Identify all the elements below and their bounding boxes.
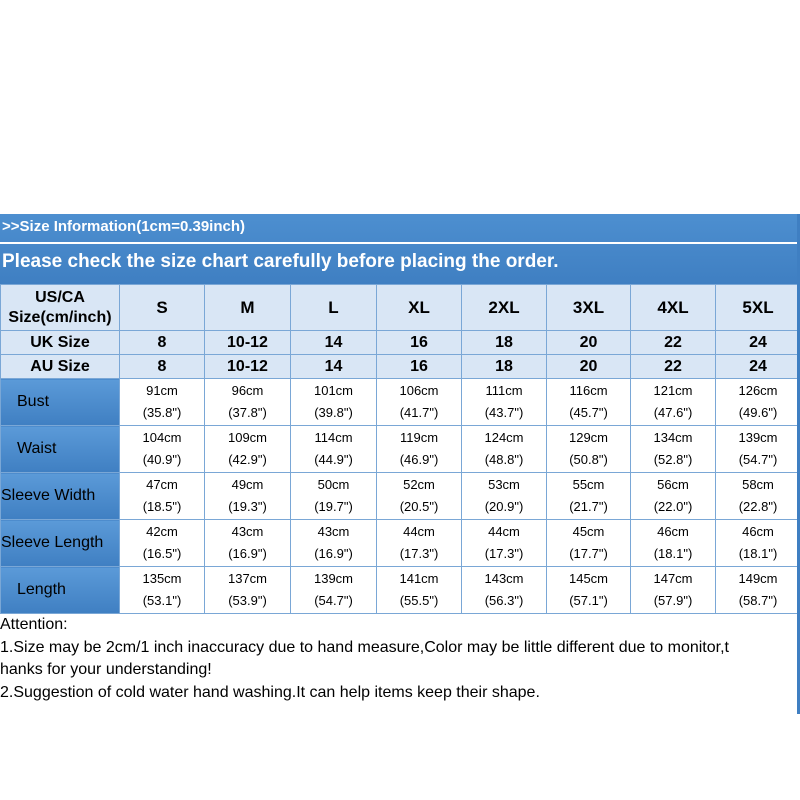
sleeve-length-inch-value: (16.5") bbox=[142, 546, 182, 561]
bust-cell-l bbox=[291, 379, 377, 426]
sleeve-width-row bbox=[1, 473, 800, 520]
attention-heading: Attention: bbox=[0, 616, 68, 633]
bust-cell-2xl bbox=[462, 379, 547, 426]
sleeve-width-cm-value: 47cm bbox=[146, 477, 178, 492]
waist-cell-2xl bbox=[462, 426, 547, 473]
au-size-l: 14 bbox=[291, 355, 377, 379]
bust-row bbox=[1, 379, 800, 426]
sleeve-length-label: Sleeve Length bbox=[1, 534, 104, 551]
au-size-2xl: 18 bbox=[462, 355, 547, 379]
sleeve-length-label-cell bbox=[1, 520, 120, 567]
size-header-l: L bbox=[291, 285, 377, 331]
bust-cm-value: 126cm bbox=[738, 383, 778, 398]
bust-cell-s bbox=[120, 379, 205, 426]
bust-inch-value: (39.8") bbox=[314, 405, 353, 420]
waist-cm-value: 139cm bbox=[738, 430, 778, 445]
waist-inch-value: (54.7") bbox=[738, 452, 778, 467]
sleeve-width-label: Sleeve Width bbox=[1, 487, 96, 504]
length-cell-xl bbox=[377, 567, 462, 614]
length-cm-value: 139cm bbox=[313, 571, 354, 586]
bust-label: Bust bbox=[17, 393, 50, 410]
length-inch-value: (55.5") bbox=[399, 593, 439, 608]
au-size-m: 10-12 bbox=[205, 355, 291, 379]
length-inch-value: (54.7") bbox=[314, 593, 353, 608]
bust-cm-value: 111cm bbox=[485, 383, 523, 398]
bust-cell-m bbox=[205, 379, 291, 426]
waist-cell-m bbox=[205, 426, 291, 473]
sleeve-width-inch-value: (22.0") bbox=[653, 499, 693, 514]
sleeve-width-cell-3xl bbox=[547, 473, 631, 520]
waist-cm-value: 119cm bbox=[399, 430, 439, 445]
length-cm-value: 145cm bbox=[568, 571, 609, 586]
sleeve-length-row bbox=[1, 520, 800, 567]
sleeve-width-cm-value: 53cm bbox=[488, 477, 520, 492]
waist-inch-value: (46.9") bbox=[399, 452, 439, 467]
uk-size-3xl: 20 bbox=[547, 331, 631, 355]
au-size-xl: 16 bbox=[377, 355, 462, 379]
length-inch-value: (57.1") bbox=[569, 593, 608, 608]
waist-cell-l bbox=[291, 426, 377, 473]
sleeve-length-cm-value: 44cm bbox=[403, 524, 435, 539]
length-cm-value: 147cm bbox=[653, 571, 693, 586]
sleeve-width-cm-value: 52cm bbox=[403, 477, 435, 492]
size-header-m: M bbox=[205, 285, 291, 331]
length-cm-value: 135cm bbox=[142, 571, 182, 586]
banner-divider bbox=[0, 242, 800, 244]
bust-cm-value: 106cm bbox=[399, 383, 439, 398]
sleeve-length-cm-value: 43cm bbox=[317, 524, 350, 539]
waist-cell-5xl bbox=[716, 426, 800, 473]
header-row bbox=[1, 285, 800, 331]
sleeve-width-cm-value: 50cm bbox=[317, 477, 350, 492]
au-size-label: AU Size bbox=[1, 355, 120, 379]
sleeve-length-inch-value: (16.9") bbox=[228, 546, 267, 561]
sleeve-length-cm-value: 44cm bbox=[488, 524, 520, 539]
waist-cell-3xl bbox=[547, 426, 631, 473]
bust-inch-value: (41.7") bbox=[399, 405, 439, 420]
waist-cell-s bbox=[120, 426, 205, 473]
info-banner bbox=[0, 214, 800, 284]
bust-inch-value: (43.7") bbox=[484, 405, 524, 420]
waist-cm-value: 129cm bbox=[568, 430, 609, 445]
length-cell-5xl bbox=[716, 567, 800, 614]
length-cm-value: 137cm bbox=[227, 571, 268, 586]
sleeve-length-cell-m bbox=[205, 520, 291, 567]
sleeve-width-cm-value: 49cm bbox=[231, 477, 264, 492]
bust-inch-value: (49.6") bbox=[738, 405, 778, 420]
length-cm-value: 149cm bbox=[738, 571, 778, 586]
sleeve-length-cm-value: 46cm bbox=[657, 524, 689, 539]
sleeve-width-inch-value: (20.5") bbox=[399, 499, 439, 514]
sleeve-length-cell-xl bbox=[377, 520, 462, 567]
sleeve-length-inch-value: (17.3") bbox=[399, 546, 439, 561]
note-line-1: 1.Size may be 2cm/1 inch inaccuracy due to hand measure,Color may be little different due to monitor,t bbox=[0, 638, 729, 656]
waist-cm-value: 114cm bbox=[314, 430, 353, 445]
sleeve-width-cell-m bbox=[205, 473, 291, 520]
bust-cm-value: 121cm bbox=[653, 383, 693, 398]
sleeve-length-inch-value: (16.9") bbox=[314, 546, 353, 561]
bust-cell-3xl bbox=[547, 379, 631, 426]
waist-cm-value: 134cm bbox=[653, 430, 693, 445]
length-cell-3xl bbox=[547, 567, 631, 614]
size-header-3xl: 3XL bbox=[547, 285, 631, 331]
bust-label-cell bbox=[1, 379, 120, 426]
length-label-cell bbox=[1, 567, 120, 614]
sleeve-width-inch-value: (18.5") bbox=[142, 499, 182, 514]
sleeve-length-cm-value: 45cm bbox=[572, 524, 605, 539]
bust-inch-value: (35.8") bbox=[142, 405, 182, 420]
size-table bbox=[0, 284, 800, 614]
sleeve-length-inch-value: (18.1") bbox=[738, 546, 778, 561]
bust-cm-value: 116cm bbox=[569, 383, 608, 398]
au-size-row bbox=[1, 355, 800, 379]
note-line-1-continued: hanks for your understanding! bbox=[0, 661, 212, 678]
size-header-s: S bbox=[120, 285, 205, 331]
sleeve-width-cell-xl bbox=[377, 473, 462, 520]
sleeve-length-cm-value: 43cm bbox=[231, 524, 264, 539]
au-size-5xl: 24 bbox=[716, 355, 800, 379]
uk-size-2xl: 18 bbox=[462, 331, 547, 355]
length-inch-value: (56.3") bbox=[484, 593, 524, 608]
length-cell-s bbox=[120, 567, 205, 614]
waist-inch-value: (40.9") bbox=[142, 452, 182, 467]
uk-size-s: 8 bbox=[120, 331, 205, 355]
length-cell-2xl bbox=[462, 567, 547, 614]
sleeve-width-cm-value: 55cm bbox=[572, 477, 605, 492]
uk-size-label: UK Size bbox=[1, 331, 120, 355]
size-header-2xl: 2XL bbox=[462, 285, 547, 331]
note-line-2: 2.Suggestion of cold water hand washing.It can help items keep their shape. bbox=[0, 683, 540, 701]
bust-cm-value: 91cm bbox=[146, 383, 178, 398]
bust-cell-xl bbox=[377, 379, 462, 426]
sleeve-length-inch-value: (18.1") bbox=[653, 546, 693, 561]
header-label: US/CA Size(cm/inch) bbox=[1, 285, 120, 331]
bust-cm-value: 101cm bbox=[313, 383, 354, 398]
sleeve-length-cm-value: 46cm bbox=[742, 524, 774, 539]
length-cm-value: 143cm bbox=[484, 571, 524, 586]
waist-inch-value: (44.9") bbox=[314, 452, 353, 467]
sleeve-length-inch-value: (17.3") bbox=[484, 546, 524, 561]
sleeve-width-cm-value: 56cm bbox=[657, 477, 689, 492]
sleeve-length-cell-5xl bbox=[716, 520, 800, 567]
size-chart-instruction: Please check the size chart carefully before placing the order. bbox=[2, 251, 559, 272]
uk-size-m: 10-12 bbox=[205, 331, 291, 355]
waist-inch-value: (42.9") bbox=[228, 452, 267, 467]
sleeve-width-cell-2xl bbox=[462, 473, 547, 520]
sleeve-length-cm-value: 42cm bbox=[146, 524, 178, 539]
sleeve-length-cell-3xl bbox=[547, 520, 631, 567]
waist-cell-xl bbox=[377, 426, 462, 473]
bust-inch-value: (45.7") bbox=[569, 405, 608, 420]
uk-size-4xl: 22 bbox=[631, 331, 716, 355]
au-size-3xl: 20 bbox=[547, 355, 631, 379]
sleeve-width-cell-l bbox=[291, 473, 377, 520]
attention-notes bbox=[0, 614, 800, 704]
sleeve-width-inch-value: (22.8") bbox=[738, 499, 778, 514]
waist-label: Waist bbox=[17, 440, 57, 457]
sleeve-width-inch-value: (19.7") bbox=[314, 499, 353, 514]
sleeve-length-cell-2xl bbox=[462, 520, 547, 567]
size-header-xl: XL bbox=[377, 285, 462, 331]
bust-cell-4xl bbox=[631, 379, 716, 426]
length-inch-value: (58.7") bbox=[738, 593, 778, 608]
uk-size-l: 14 bbox=[291, 331, 377, 355]
bust-cell-5xl bbox=[716, 379, 800, 426]
length-cm-value: 141cm bbox=[399, 571, 439, 586]
waist-inch-value: (52.8") bbox=[653, 452, 693, 467]
size-info-title: >>Size Information(1cm=0.39inch) bbox=[2, 218, 245, 235]
au-size-4xl: 22 bbox=[631, 355, 716, 379]
bust-inch-value: (37.8") bbox=[228, 405, 267, 420]
sleeve-length-cell-4xl bbox=[631, 520, 716, 567]
waist-label-cell bbox=[1, 426, 120, 473]
waist-cm-value: 104cm bbox=[142, 430, 182, 445]
sleeve-width-cm-value: 58cm bbox=[742, 477, 774, 492]
length-inch-value: (53.9") bbox=[228, 593, 267, 608]
sleeve-width-cell-5xl bbox=[716, 473, 800, 520]
waist-row bbox=[1, 426, 800, 473]
sleeve-width-inch-value: (19.3") bbox=[228, 499, 267, 514]
sleeve-width-cell-s bbox=[120, 473, 205, 520]
bust-inch-value: (47.6") bbox=[653, 405, 693, 420]
length-cell-m bbox=[205, 567, 291, 614]
uk-size-xl: 16 bbox=[377, 331, 462, 355]
length-cell-4xl bbox=[631, 567, 716, 614]
waist-cm-value: 109cm bbox=[227, 430, 268, 445]
size-header-5xl: 5XL bbox=[716, 285, 800, 331]
bust-cm-value: 96cm bbox=[231, 383, 264, 398]
length-label: Length bbox=[17, 581, 66, 598]
sleeve-length-inch-value: (17.7") bbox=[569, 546, 608, 561]
sleeve-width-inch-value: (20.9") bbox=[484, 499, 524, 514]
length-row bbox=[1, 567, 800, 614]
waist-inch-value: (48.8") bbox=[484, 452, 524, 467]
au-size-s: 8 bbox=[120, 355, 205, 379]
waist-cm-value: 124cm bbox=[484, 430, 524, 445]
size-chart bbox=[0, 214, 800, 704]
length-inch-value: (57.9") bbox=[653, 593, 693, 608]
sleeve-width-cell-4xl bbox=[631, 473, 716, 520]
sleeve-width-inch-value: (21.7") bbox=[569, 499, 608, 514]
sleeve-width-label-cell bbox=[1, 473, 120, 520]
uk-size-row bbox=[1, 331, 800, 355]
sleeve-length-cell-s bbox=[120, 520, 205, 567]
waist-inch-value: (50.8") bbox=[569, 452, 608, 467]
size-header-4xl: 4XL bbox=[631, 285, 716, 331]
uk-size-5xl: 24 bbox=[716, 331, 800, 355]
sleeve-length-cell-l bbox=[291, 520, 377, 567]
length-cell-l bbox=[291, 567, 377, 614]
length-inch-value: (53.1") bbox=[142, 593, 182, 608]
waist-cell-4xl bbox=[631, 426, 716, 473]
